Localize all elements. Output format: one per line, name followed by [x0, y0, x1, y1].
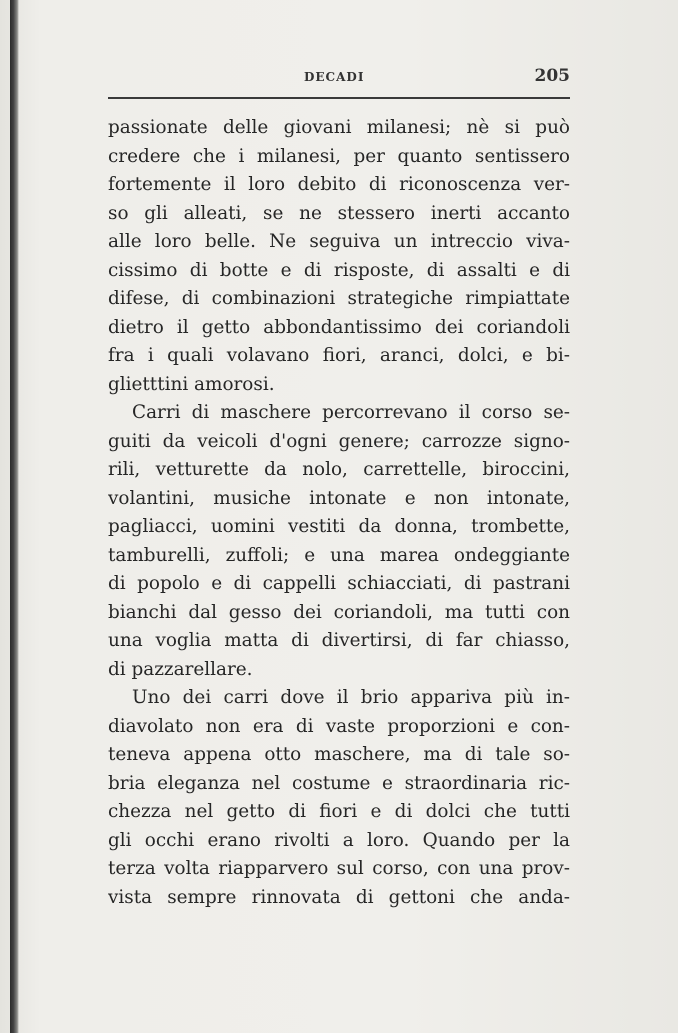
text-line: pagliacci, uomini vestiti da donna, trombette, — [108, 516, 570, 537]
page-header — [108, 60, 570, 100]
paragraph-start-line: Uno dei carri dove il brio appariva più in- — [132, 687, 570, 708]
text-line: teneva appena otto maschere, ma di tale so- — [108, 744, 570, 765]
text-line: glietttini amorosi. — [108, 373, 275, 395]
text-line: chezza nel getto di fiori e di dolci che tutti — [108, 801, 570, 822]
text-line: di popolo e di cappelli schiacciati, di pastrani — [108, 573, 570, 594]
paragraph-start-line: Carri di maschere percorrevano il corso se- — [132, 402, 570, 423]
text-line: fortemente il loro debito di riconoscenza ver- — [108, 174, 570, 195]
text-line: fra i quali volavano fiori, aranci, dolci, e bi- — [108, 345, 570, 366]
text-line: bria eleganza nel costume e straordinaria ric- — [108, 772, 570, 794]
text-line: guiti da veicoli d'ogni genere; carrozze signo- — [108, 430, 570, 452]
text-line: bianchi dal gesso dei coriandoli, ma tutti con — [108, 601, 570, 623]
text-line: diavolato non era di vaste proporzioni e con- — [108, 715, 570, 737]
text-line: vista sempre rinnovata di gettoni che anda- — [108, 886, 570, 908]
running-title: DECADI — [304, 70, 365, 84]
book-spine-shadow — [10, 0, 19, 1033]
text-line: cissimo di botte e di risposte, di assalti e di — [108, 259, 570, 281]
header-rule — [108, 97, 570, 99]
text-line: gli occhi erano rivolti a loro. Quando per la — [108, 829, 570, 851]
text-line: dietro il getto abbondantissimo dei coriandoli — [108, 316, 570, 338]
text-line: so gli alleati, se ne stessero inerti accanto — [108, 202, 570, 224]
text-line: alle loro belle. Ne seguiva un intreccio viva- — [108, 231, 570, 252]
text-line: difese, di combinazioni strategiche rimpiattate — [108, 288, 570, 309]
text-line: passionate delle giovani milanesi; nè si può — [108, 117, 570, 138]
text-line: tamburelli, zuffoli; e una marea ondeggiante — [108, 544, 570, 566]
text-line: rili, vetturette da nolo, carrettelle, biroccini, — [108, 459, 570, 480]
body-text — [108, 114, 570, 912]
text-line: terza volta riapparvero sul corso, con una prov- — [108, 858, 570, 879]
text-line: credere che i milanesi, per quanto sentissero — [108, 145, 570, 167]
text-line: una voglia matta di divertirsi, di far chiasso, — [108, 630, 570, 651]
text-line: di pazzarellare. — [108, 658, 253, 680]
page-number: 205 — [534, 66, 570, 86]
text-line: volantini, musiche intonate e non intonate, — [108, 487, 570, 509]
